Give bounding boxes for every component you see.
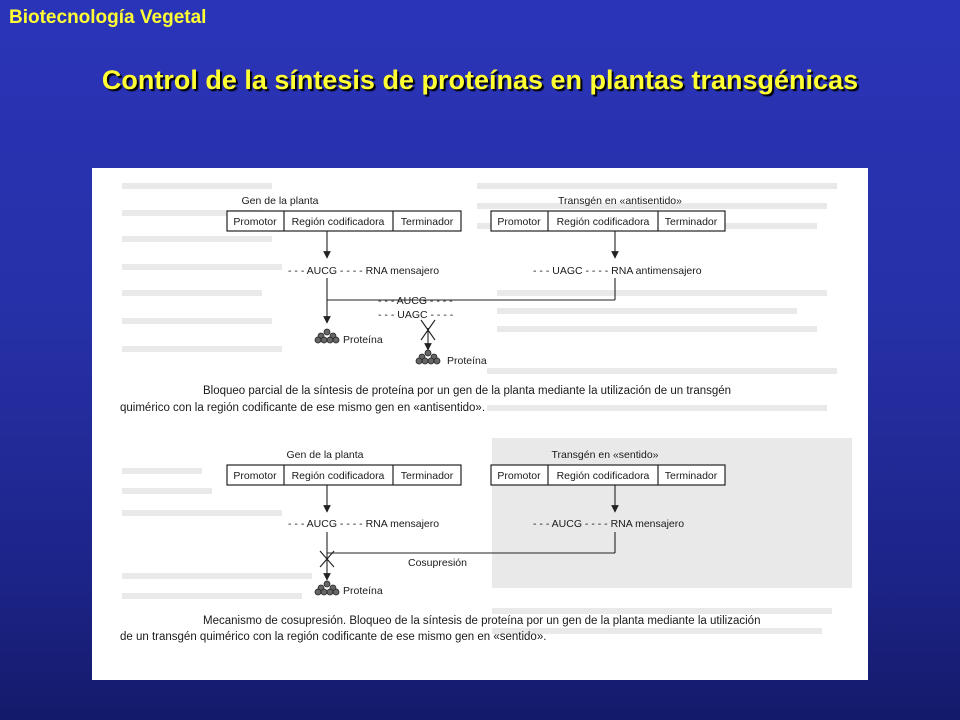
bottom-transgene-bar	[491, 465, 725, 485]
top-antimrna-label: - - - UAGC - - - - RNA antimensajero	[533, 265, 702, 277]
blocked-protein-label: Proteína	[447, 355, 487, 367]
header-title: Biotecnología Vegetal	[9, 7, 207, 28]
top-protein-label: Proteína	[343, 334, 383, 346]
top-plant-gene-bar	[227, 211, 461, 231]
terminator-box: Terminador	[400, 470, 454, 482]
bottom-mrna-label-2: - - - AUCG - - - - RNA mensajero	[533, 518, 685, 530]
bottom-plant-gene-label: Gen de la planta	[286, 449, 364, 461]
promotor-box: Promotor	[497, 216, 541, 228]
terminator-box: Terminador	[664, 470, 718, 482]
terminator-box: Terminador	[664, 216, 718, 228]
coding-region-box: Región codificadora	[556, 470, 650, 482]
bottom-transgene-label: Transgén en «sentido»	[551, 449, 659, 461]
cosuppression-label: Cosupresión	[408, 557, 467, 569]
top-transgene-label: Transgén en «antisentido»	[558, 195, 682, 207]
terminator-box: Terminador	[400, 216, 454, 228]
top-plant-gene-label: Gen de la planta	[241, 195, 319, 207]
bottom-caption-line-1: Mecanismo de cosupresión. Bloqueo de la síntesis de proteína por un gen de la planta mediante la utilización	[203, 615, 761, 627]
promotor-box: Promotor	[233, 470, 277, 482]
figure-panel	[92, 168, 868, 680]
coding-region-box: Región codificadora	[291, 216, 385, 228]
top-caption-line-1: Bloqueo parcial de la síntesis de proteína por un gen de la planta mediante la utilización de un transgén	[203, 385, 732, 397]
top-caption-line-2: quimérico con la región codificante de ese mismo gen en «antisentido».	[120, 402, 486, 414]
duplex-bottom-strand: - - - UAGC - - - -	[378, 309, 454, 321]
top-transgene-bar	[491, 211, 725, 231]
promotor-box: Promotor	[497, 470, 541, 482]
coding-region-box: Región codificadora	[556, 216, 650, 228]
bottom-protein-label: Proteína	[343, 585, 383, 597]
top-mrna-label: - - - AUCG - - - - RNA mensajero	[288, 265, 440, 277]
top-protein-beads	[315, 329, 339, 343]
slide-title: Control de la síntesis de proteínas en plantas transgénicas	[101, 65, 859, 95]
bottom-protein-beads	[315, 581, 339, 595]
blocked-protein-beads	[416, 350, 440, 364]
coding-region-box: Región codificadora	[291, 470, 385, 482]
diagram-svg	[92, 168, 868, 680]
duplex-top-strand: - - - AUCG - - - -	[378, 295, 453, 307]
bottom-plant-gene-bar	[227, 465, 461, 485]
promotor-box: Promotor	[233, 216, 277, 228]
bottom-mrna-label: - - - AUCG - - - - RNA mensajero	[288, 518, 440, 530]
bottom-caption-line-2: de un transgén quimérico con la región codificante de ese mismo gen en «sentido».	[120, 631, 547, 643]
